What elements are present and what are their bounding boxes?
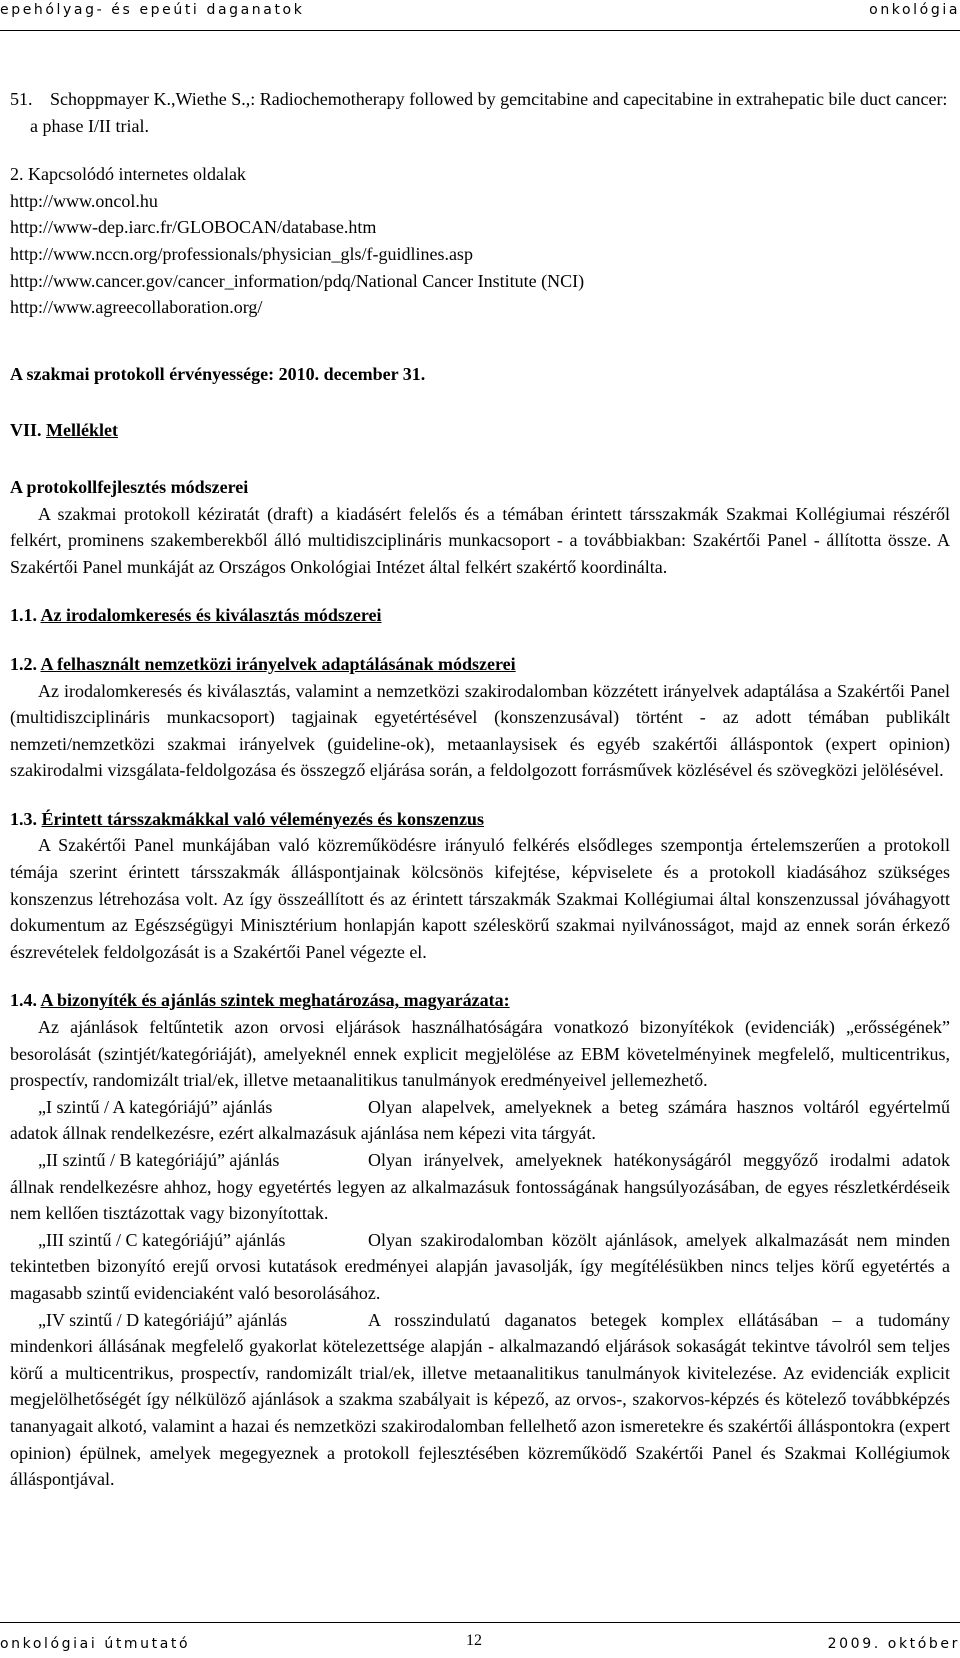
validity-statement: A szakmai protokoll érvényessége: 2010. december 31. [10, 363, 426, 384]
spacer [10, 321, 950, 361]
footer-divider [0, 1622, 960, 1623]
page-footer [0, 1622, 960, 1658]
grade-text: Olyan szakirodalomban közölt ajánlások, amelyek alkalmazását nem minden tekintetben bizonyító erejű orvosi kutatások eredményei alapján javasolják, így megítélésükben nincs teljes körű egyetértés a magasabb szintű evidenciaként való besorolásához. [10, 1229, 950, 1303]
header-section: onkológia [869, 2, 960, 18]
spacer [10, 444, 950, 474]
section-paragraph: Az ajánlások feltűntetik azon orvosi eljárások használhatóságára vonatkozó bizonyítékok (evidenciák) „erősségének” besorolását (szintjét/kategóriáját), amelyeknél ennek explicit megjelölése az EBM követelményinek megfelelő, multicentrikus, prospectív, randomizált trial/ek, illetve metaanalitikus tanulmányok eredményeivel jellemezhető. [10, 1017, 950, 1091]
section-number: 1.1. [10, 605, 37, 626]
header-title: epehólyag- és epeúti daganatok [0, 2, 305, 18]
appendix-heading [10, 417, 950, 444]
section-title: A felhasznált nemzetközi irányelvek adaptálásának módszerei [40, 653, 516, 674]
section-number: 1.3. [10, 808, 37, 829]
section-number: 1.4. [10, 990, 37, 1011]
reference-text: Schoppmayer K.,Wiethe S.,: Radiochemotherapy followed by gemcitabine and capecitabine in extrahepatic bile duct cancer: a phase I/II trial. [30, 89, 948, 136]
reference-number: 51. [10, 89, 33, 109]
footer-title: onkológiai útmutató [0, 1636, 191, 1652]
footer-date: 2009. október [827, 1636, 960, 1652]
section-heading [10, 651, 950, 678]
appendix-title: Melléklet [46, 420, 118, 441]
document-body [10, 86, 950, 1493]
link-item[interactable]: http://www.nccn.org/professionals/physician_gls/f-guidlines.asp [10, 243, 473, 264]
spacer [10, 580, 950, 602]
link-item[interactable]: http://www.agreecollaboration.org/ [10, 297, 263, 318]
section-number: 1.2. [10, 653, 37, 674]
section-paragraph: Az irodalomkeresés és kiválasztás, valamint a nemzetközi szakirodalomban közzétett irányelvek adaptálása a Szakértői Panel (multidiszciplináris munkacsoport) tagjainak egyetértésével (konszenzusával) történt - az adott témában publikált nemzeti/nemzetközi szakmai irányelvek (guideline-ok), metaanlaysisek és egyéb szakértői álláspontok (expert opinion) szakirodalmi vizsgálata-feldolgozása és összegző eljárása során, a feldolgozott forrásművek közlésével és szövegközi jelölésével. [10, 680, 950, 781]
grade-text: Olyan alapelvek, amelyeknek a beteg számára hasznos voltáról egyértelmű adatok állnak rendelkezésre, ezért alkalmazásuk ajánlása nem képezi vita tárgyát. [10, 1096, 950, 1144]
links-list [10, 188, 950, 321]
section-paragraph: A Szakértői Panel munkájában való közreműködésre irányuló felkérés elsődleges szempontja értelemszerűen a protokoll témája szerint érintett társszakmák álláspontjainak kölcsönös kifejtése, képviselete és a protokoll kiadásához szükséges konszenzus létrehozása volt. Az így összeállított és az érintett társzakmák Szakmai Kollégiumai által konszenzussal jóváhagyott dokumentum az Egészségügyi Minisztérium honlapján kapott széleskörű szakmai nyilvánosságot, majd az ennek során érkező észrevételek feldolgozását is a Szakértői Panel végezte el. [10, 835, 950, 962]
spacer [10, 965, 950, 987]
page-number: 12 [466, 1632, 482, 1649]
grade-label: „I szintű / A kategóriájú” ajánlás [38, 1096, 273, 1117]
grade-label: „IV szintű / D kategóriájú” ajánlás [38, 1309, 288, 1330]
grade-label: „III szintű / C kategóriájú” ajánlás [38, 1229, 286, 1250]
header-divider [0, 30, 960, 31]
grade-text: Olyan irányelvek, amelyeknek hatékonyságáról meggyőző irodalmi adatok állnak rendelkezésre ahhoz, hogy egyetértés legyen az alkalmazásuk fontosságának hangsúlyozásában, de egyes részletkérdéseik nem kellően tisztázottak vagy bizonyítottak. [10, 1150, 950, 1224]
link-item[interactable]: http://www-dep.iarc.fr/GLOBOCAN/database.htm [10, 217, 377, 238]
grade-item [10, 1094, 950, 1147]
reference-item [10, 86, 950, 139]
grade-item [10, 1227, 950, 1307]
links-heading: 2. Kapcsolódó internetes oldalak [10, 164, 246, 185]
section-title: Érintett társszakmákkal való véleményezés és konszenzus [41, 808, 484, 829]
spacer [10, 139, 950, 161]
section-title: Az irodalomkeresés és kiválasztás módszerei [40, 605, 382, 626]
link-item[interactable]: http://www.cancer.gov/cancer_information/pdq/National Cancer Institute (NCI) [10, 270, 585, 291]
grade-item [10, 1147, 950, 1227]
spacer [10, 784, 950, 806]
section-heading [10, 806, 950, 833]
appendix-prefix: VII. [10, 420, 42, 441]
link-item[interactable]: http://www.oncol.hu [10, 190, 158, 211]
section-title: A bizonyíték és ajánlás szintek meghatározása, magyarázata: [40, 990, 510, 1011]
method-paragraph: A szakmai protokoll kéziratát (draft) a kiadásért felelős és a témában érintett társszakmák Szakmai Kollégiumai részéről felkért, prominens szakemberekből álló multidiszciplináris munkacsoport - a továbbiakban: Szakértői Panel - állította össze. A Szakértői Panel munkáját az Országos Onkológiai Intézet által felkért szakértő koordinálta. [10, 503, 950, 577]
grade-item [10, 1307, 950, 1493]
section-heading [10, 987, 950, 1014]
spacer [10, 629, 950, 651]
method-heading: A protokollfejlesztés módszerei [10, 476, 249, 497]
section-heading [10, 602, 950, 629]
spacer [10, 387, 950, 417]
grade-text: A rosszindulatú daganatos betegek komplex ellátásában – a tudomány mindenkori állásának megfelelő gyakorlat kötelezettsége alapján - alkalmazandó eljárások sokaságát tekintve távolról sem teljes körű a multicentrikus, prospectív, randomizált trial/ek, illetve metaanalitikus tanulmányok kivitelezése. Az evidenciák explicit megjelölhetőségét így nélkülöző ajánlások a szakma szabályait is képező, az orvos-, szakorvos-képzés és kötelező továbbképzés tananyagait alkotó, valamint a hazai és nemzetközi szakirodalomban fellelhető azon ismeretekre és szakértői álláspontokra (expert opinion) épülnek, amelyek megegyeznek a protokoll fejlesztésében közreműködő Szakértői Panel és Szakmai Kollégiumok álláspontjával. [10, 1309, 950, 1490]
page-header [0, 0, 960, 40]
grade-label: „II szintű / B kategóriájú” ajánlás [38, 1150, 280, 1170]
